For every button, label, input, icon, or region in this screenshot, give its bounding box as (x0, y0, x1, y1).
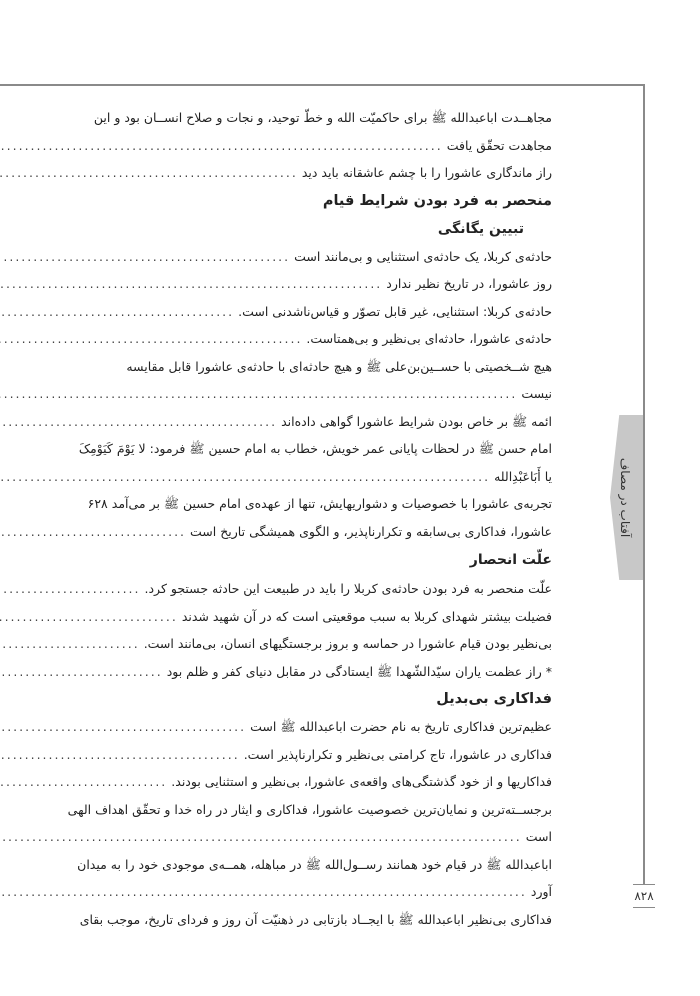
toc-entry-title: فداکاری در عاشورا، تاج کرامتی بی‌نظیر و تکرارناپذیر است. (243, 746, 552, 762)
toc-entry-row (106, 298, 552, 326)
toc-entry[interactable] (79, 906, 552, 934)
toc-entry[interactable] (87, 490, 552, 545)
toc-entry[interactable] (106, 575, 552, 603)
dot-leader (0, 878, 527, 906)
dot-leader (0, 159, 298, 187)
toc-entry-title: روز عاشورا، در تاریخ نظیر ندارد (386, 276, 552, 291)
toc-entry[interactable] (106, 270, 552, 298)
dot-leader (0, 243, 290, 271)
toc-entry-row (106, 823, 552, 851)
toc-entry-row (106, 463, 552, 491)
toc-entry-line: مجاهــدت اباعبدالله ﷺ برای حاکمیّت الله و خطّ توحید، و نجات و صلاح انســان بود و این (93, 110, 552, 125)
toc-entry-line: برجســته‌ترین و نمایان‌ترین خصوصیت عاشورا، فداکاری و ایثار در راه خدا و تحقّق اهداف الهی (67, 801, 552, 817)
dot-leader (0, 658, 163, 686)
dot-leader (0, 463, 490, 491)
toc-entry-title: است (525, 829, 552, 844)
dot-leader (0, 713, 246, 741)
toc-entry-row (106, 132, 552, 160)
toc-entry-title: یا أَبَاعَبْدِالله (494, 468, 552, 484)
toc-entry-line: امام حسن ﷺ در لحظات پایانی عمر خویش، خطاب به امام حسین ﷺ فرمود: لا یَوْمَ کَیَوْمِکَ (78, 441, 552, 456)
toc-entry-title: راز ماندگاری عاشورا را با چشم عاشقانه باید دید (301, 165, 552, 180)
subsection-heading: علّت انحصار (469, 552, 552, 568)
dot-leader (0, 518, 186, 546)
side-rule (643, 84, 645, 884)
toc-entry[interactable] (106, 159, 552, 187)
toc-entry-line: هیچ شــخصیتی با حســین‌بن‌علی ﷺ و هیچ حادثه‌ای با حادثه‌ی عاشورا قابل مقایسه (126, 358, 552, 374)
toc-entry-title: نیست (521, 386, 552, 401)
toc-entry-title: عاشورا، فداکاری بی‌سابقه و تکرارناپذیر، و الگوی همیشگی تاریخ است (190, 523, 552, 539)
toc-content (67, 104, 552, 933)
toc-entry-title: حادثه‌ی کربلا: استثنایی، غیر قابل تصوّر و قیاس‌ناشدنی است. (238, 303, 552, 319)
toc-entry[interactable] (106, 658, 552, 686)
dot-leader (0, 823, 522, 851)
dot-leader (0, 408, 277, 436)
dot-leader (0, 132, 443, 160)
toc-entry-title: * راز عظمت یاران سیّدالشّهدا ﷺ ایستادگی در مقابل دنیای کفر و ظلم بود (166, 663, 552, 679)
dot-leader (0, 270, 382, 298)
toc-entry[interactable] (106, 408, 552, 436)
dot-leader (0, 741, 240, 769)
dot-leader (0, 325, 302, 353)
toc-entry-row (106, 575, 552, 603)
side-tab-label: آفتاب در مصاف (618, 457, 633, 538)
dot-leader (0, 298, 234, 326)
toc-entry[interactable] (77, 851, 552, 906)
toc-entry-line: فداکاری بی‌نظیر اباعبدالله ﷺ با ایجــاد بازتابی در ذهنیّت آن روز و فردای تاریخ، موجب بقای (79, 911, 552, 927)
toc-entry-row (106, 325, 552, 353)
dot-leader (0, 603, 178, 631)
toc-entry-title: فضیلت بیشتر شهدای کربلا به سبب موقعیتی است که در آن شهید شدند (181, 608, 552, 624)
subsection-entries (106, 575, 552, 685)
toc-entry-row (106, 518, 552, 546)
toc-entry-row (106, 408, 552, 436)
subsection-entries (78, 243, 552, 546)
toc-entry-line: اباعبدالله ﷺ در قیام خود همانند رســول‌الله ﷺ در مباهله، همــه‌ی موجودی خود را به میدان (77, 856, 552, 872)
toc-entry-title: فداکاریها و از خود گذشتگی‌های واقعه‌ی عاشورا، بی‌نظیر و استثنایی بودند. (171, 774, 552, 789)
toc-entry-row (106, 630, 552, 658)
subsection-heading: تبیین یگانگی (437, 220, 524, 237)
toc-entry[interactable] (106, 768, 552, 796)
toc-entry-row (106, 159, 552, 187)
toc-entry-row (106, 270, 552, 298)
dot-leader (0, 630, 140, 658)
section-heading: فداکاری بی‌بدیل (436, 691, 552, 707)
toc-entry[interactable] (106, 741, 552, 769)
toc-entry[interactable] (106, 630, 552, 658)
toc-entry[interactable] (106, 325, 552, 353)
toc-entry-row (106, 878, 552, 906)
toc-entry-title: بی‌نظیر بودن قیام عاشورا در حماسه و بروز برجستگیهای انسان، بی‌مانند است. (143, 636, 552, 651)
toc-entry[interactable] (67, 796, 552, 851)
toc-entry-title: آورد (530, 884, 552, 899)
dot-leader (0, 380, 517, 408)
toc-entry[interactable] (106, 713, 552, 741)
dot-leader (0, 575, 141, 603)
toc-entry-row (106, 658, 552, 686)
section-heading: منحصر به فرد بودن شرایط قیام (322, 192, 552, 209)
toc-entry-row (106, 768, 552, 796)
toc-entry[interactable] (106, 243, 552, 271)
toc-entry-title: علّت منحصر به فرد بودن حادثه‌ی کربلا را باید در طبیعت این حادثه جستجو کرد. (144, 581, 552, 596)
toc-entry-title: عظیم‌ترین فداکاری تاریخ به نام حضرت اباعبدالله ﷺ است (250, 719, 552, 734)
page-number: ۸۲۸ (633, 884, 655, 908)
toc-entry[interactable] (106, 603, 552, 631)
toc-entry[interactable] (93, 104, 552, 159)
section-entries (67, 713, 552, 933)
top-rule (0, 84, 644, 86)
toc-entry[interactable] (78, 435, 552, 490)
toc-entry-title: حادثه‌ی کربلا، یک حادثه‌ی استثنایی و بی‌مانند است (294, 248, 552, 264)
toc-entry[interactable] (106, 298, 552, 326)
toc-entry[interactable] (106, 353, 552, 408)
toc-entry-row (106, 243, 552, 271)
toc-entry-title: مجاهدت تحقّق یافت (446, 137, 552, 153)
toc-entry-row (106, 741, 552, 769)
toc-entry-line: تجربه‌ی عاشورا با خصوصیات و دشواریهایش، تنها از عهده‌ی امام حسین ﷺ بر می‌آمد ۶۲۸ (87, 496, 552, 511)
toc-entry-row (106, 603, 552, 631)
toc-entry-row (106, 713, 552, 741)
dot-leader (0, 768, 167, 796)
toc-entry-title: ائمه ﷺ بر خاص بودن شرایط عاشورا گواهی داده‌اند (281, 413, 552, 429)
toc-entry-row (106, 380, 552, 408)
top-entries (93, 104, 552, 187)
toc-entry-title: حادثه‌ی عاشورا، حادثه‌ای بی‌نظیر و بی‌همتاست. (306, 331, 552, 346)
